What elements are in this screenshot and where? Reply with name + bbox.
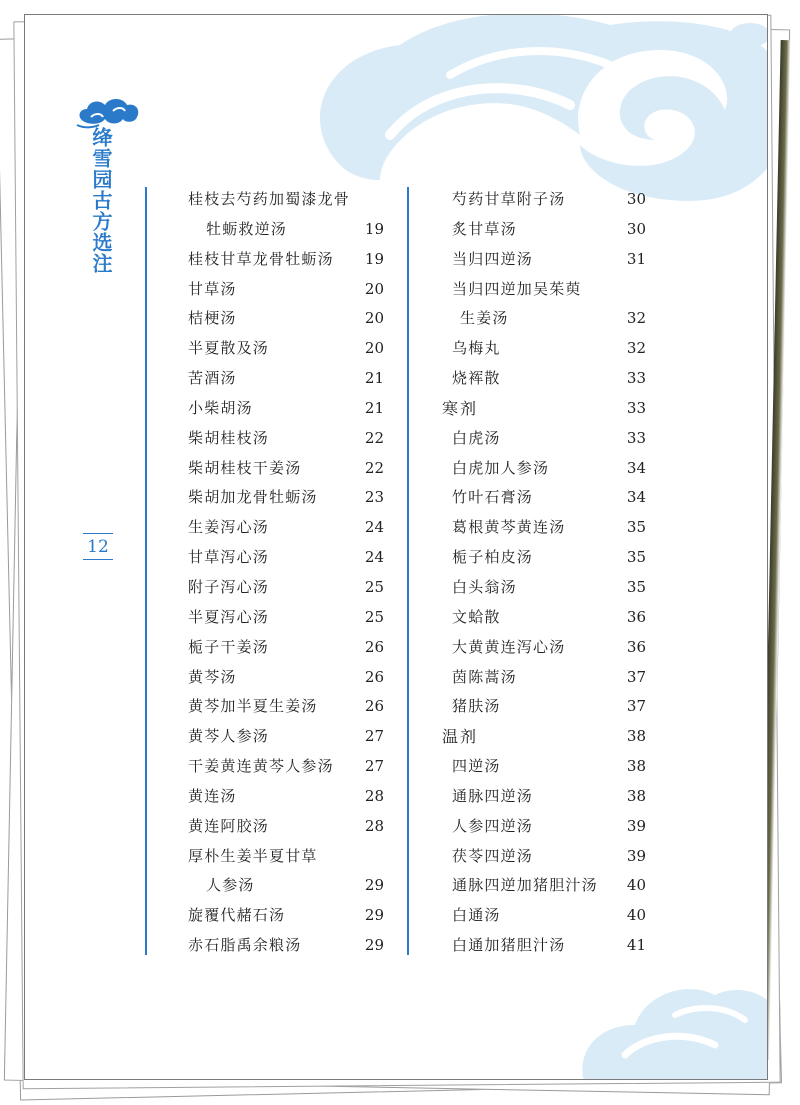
toc-entry	[188, 185, 384, 215]
toc-entry-page: 26	[364, 697, 384, 716]
toc-entry-title: 白头翁汤	[452, 577, 517, 596]
toc-entry-page: 25	[364, 607, 384, 626]
toc-entry-page: 21	[364, 369, 384, 388]
toc-entry-page: 35	[626, 577, 646, 596]
toc-entry	[188, 483, 384, 513]
toc-entry	[442, 245, 646, 275]
column-divider-right	[407, 187, 409, 955]
toc-entry-title: 甘草汤	[188, 279, 237, 298]
toc-entry-title: 人参四逆汤	[452, 816, 534, 835]
toc-entry	[188, 633, 384, 663]
toc-entry	[188, 454, 384, 484]
toc-entry	[188, 722, 384, 752]
toc-entry-title: 柴胡加龙骨牡蛎汤	[188, 488, 318, 507]
toc-entry-title: 白虎汤	[452, 428, 501, 447]
toc-entry	[442, 603, 646, 633]
toc-entry-title: 半夏散及汤	[188, 339, 270, 358]
toc-entry	[442, 782, 646, 812]
toc-entry-page: 36	[626, 637, 646, 656]
toc-entry-title: 栀子干姜汤	[188, 637, 270, 656]
toc-entry	[442, 185, 646, 215]
toc-entry-title: 竹叶石膏汤	[452, 488, 534, 507]
toc-entry	[188, 275, 384, 305]
toc-entry-title: 厚朴生姜半夏甘草	[188, 846, 318, 865]
toc-entry-page: 29	[364, 936, 384, 955]
toc-entry-title: 人参汤	[206, 876, 255, 895]
toc-column-left	[188, 185, 384, 961]
toc-entry-page: 29	[364, 906, 384, 925]
toc-entry-title: 生姜泻心汤	[188, 518, 270, 537]
toc-entry-title: 黄芩人参汤	[188, 727, 270, 746]
toc-entry-page: 33	[626, 369, 646, 388]
toc-entry	[442, 633, 646, 663]
toc-entry	[188, 812, 384, 842]
toc-entry-page: 37	[626, 697, 646, 716]
toc-entry	[442, 275, 646, 305]
toc-entry	[188, 871, 384, 901]
toc-entry	[188, 394, 384, 424]
toc-entry	[442, 513, 646, 543]
toc-entry-page: 36	[626, 607, 646, 626]
toc-entry	[442, 454, 646, 484]
toc-entry-title: 黄连阿胶汤	[188, 816, 270, 835]
toc-entry	[188, 543, 384, 573]
toc-entry-title: 当归四逆汤	[452, 249, 534, 268]
toc-entry-page: 20	[364, 279, 384, 298]
toc-entry-title: 葛根黄芩黄连汤	[452, 518, 566, 537]
toc-entry-title: 大黄黄连泻心汤	[452, 637, 566, 656]
cloud-ornament-bottom	[565, 975, 768, 1080]
toc-entry	[442, 215, 646, 245]
toc-entry	[188, 782, 384, 812]
toc-entry	[442, 871, 646, 901]
toc-entry-page: 30	[626, 219, 646, 238]
toc-entry-title: 桂枝去芍药加蜀漆龙骨	[188, 190, 351, 208]
toc-entry	[188, 334, 384, 364]
toc-entry-page: 24	[364, 518, 384, 537]
toc-entry-page: 38	[626, 786, 646, 805]
toc-entry	[442, 752, 646, 782]
toc-entry	[442, 304, 646, 334]
toc-entry-page: 34	[626, 458, 646, 477]
toc-entry	[442, 692, 646, 722]
toc-entry-page: 35	[626, 518, 646, 537]
toc-entry-page: 28	[364, 786, 384, 805]
toc-entry-page: 29	[364, 876, 384, 895]
toc-entry-title: 四逆汤	[452, 757, 501, 776]
toc-entry	[442, 364, 646, 394]
toc-entry-title: 寒剂	[442, 398, 479, 418]
toc-entry-page: 27	[364, 727, 384, 746]
toc-entry-title: 柴胡桂枝汤	[188, 428, 270, 447]
toc-entry-page: 20	[364, 339, 384, 358]
toc-entry-page: 33	[626, 428, 646, 447]
toc-entry-page: 38	[626, 757, 646, 776]
toc-column-right	[442, 185, 646, 961]
toc-entry	[188, 842, 384, 872]
toc-section-heading	[442, 722, 646, 752]
toc-entry	[188, 752, 384, 782]
toc-entry-title: 桂枝甘草龙骨牡蛎汤	[188, 249, 334, 268]
toc-entry	[188, 573, 384, 603]
toc-entry-page: 19	[364, 219, 384, 238]
toc-entry-page: 20	[364, 309, 384, 328]
toc-entry-page: 19	[364, 249, 384, 268]
toc-entry	[442, 334, 646, 364]
toc-entry-page: 22	[364, 428, 384, 447]
toc-entry-page: 30	[626, 190, 646, 208]
toc-entry-title: 通脉四逆汤	[452, 786, 534, 805]
toc-entry-page: 39	[626, 816, 646, 835]
toc-entry-title: 茵陈蒿汤	[452, 667, 517, 686]
toc-entry-title: 牡蛎救逆汤	[206, 219, 288, 238]
toc-entry	[188, 663, 384, 693]
toc-entry	[442, 812, 646, 842]
toc-entry-title: 温剂	[442, 727, 479, 747]
toc-entry	[188, 245, 384, 275]
toc-entry-page: 35	[626, 548, 646, 567]
column-divider-left	[145, 187, 147, 955]
toc-entry	[442, 573, 646, 603]
book-page	[24, 14, 768, 1080]
toc-entry-title: 炙甘草汤	[452, 219, 517, 238]
toc-entry-title: 生姜汤	[460, 309, 509, 328]
toc-entry-page: 27	[364, 757, 384, 776]
toc-entry-page: 40	[626, 906, 646, 925]
toc-entry	[442, 543, 646, 573]
toc-entry-title: 旋覆代赭石汤	[188, 906, 286, 925]
toc-entry-page: 34	[626, 488, 646, 507]
toc-entry	[442, 424, 646, 454]
toc-entry-title: 白虎加人参汤	[452, 458, 550, 477]
toc-entry-title: 半夏泻心汤	[188, 607, 270, 626]
toc-entry	[442, 901, 646, 931]
toc-entry	[442, 483, 646, 513]
toc-entry-page: 32	[626, 339, 646, 358]
book-title-vertical: 绛雪园古方选注	[89, 127, 113, 274]
toc-entry-page: 26	[364, 637, 384, 656]
toc-entry-title: 赤石脂禹余粮汤	[188, 936, 302, 955]
toc-entry-title: 乌梅丸	[452, 339, 501, 358]
toc-entry-title: 黄芩汤	[188, 667, 237, 686]
toc-entry	[442, 663, 646, 693]
toc-entry	[188, 901, 384, 931]
page-number: 12	[83, 533, 113, 560]
toc-entry-page: 38	[626, 727, 646, 746]
toc-entry-title: 干姜黄连黄芩人参汤	[188, 757, 334, 776]
toc-entry-page: 28	[364, 816, 384, 835]
toc-entry	[188, 424, 384, 454]
toc-entry-page: 25	[364, 577, 384, 596]
toc-entry-title: 芍药甘草附子汤	[452, 190, 566, 208]
toc-entry	[188, 931, 384, 961]
toc-entry-title: 栀子柏皮汤	[452, 548, 534, 567]
toc-entry-title: 烧裈散	[452, 369, 501, 388]
toc-entry	[188, 692, 384, 722]
toc-entry-page: 40	[626, 876, 646, 895]
toc-entry	[188, 513, 384, 543]
toc-entry-title: 文蛤散	[452, 607, 501, 626]
toc-entry	[442, 842, 646, 872]
toc-entry	[188, 304, 384, 334]
toc-entry-title: 白通汤	[452, 906, 501, 925]
toc-entry	[188, 215, 384, 245]
toc-entry	[188, 364, 384, 394]
toc-entry-title: 小柴胡汤	[188, 398, 253, 417]
toc-entry-page: 21	[364, 398, 384, 417]
toc-entry-page: 24	[364, 548, 384, 567]
toc-entry-title: 附子泻心汤	[188, 577, 270, 596]
toc-entry-title: 黄芩加半夏生姜汤	[188, 697, 318, 716]
toc-entry-title: 茯苓四逆汤	[452, 846, 534, 865]
toc-entry-page: 26	[364, 667, 384, 686]
toc-entry-title: 通脉四逆加猪胆汁汤	[452, 876, 598, 895]
toc-entry-page: 32	[626, 309, 646, 328]
toc-entry	[442, 931, 646, 961]
toc-entry	[188, 603, 384, 633]
toc-entry-title: 柴胡桂枝干姜汤	[188, 458, 302, 477]
toc-entry-page: 41	[626, 936, 646, 955]
cloud-ornament-top	[280, 15, 768, 205]
toc-entry-page: 31	[626, 249, 646, 268]
toc-entry-title: 甘草泻心汤	[188, 548, 270, 567]
toc-entry-title: 猪肤汤	[452, 697, 501, 716]
toc-entry-title: 桔梗汤	[188, 309, 237, 328]
toc-entry-title: 黄连汤	[188, 786, 237, 805]
toc-entry-title: 苦酒汤	[188, 369, 237, 388]
toc-entry-title: 当归四逆加吴茱萸	[452, 279, 582, 298]
toc-entry-page: 33	[626, 398, 646, 417]
toc-entry-page: 37	[626, 667, 646, 686]
toc-entry-title: 白通加猪胆汁汤	[452, 936, 566, 955]
toc-section-heading	[442, 394, 646, 424]
toc-entry-page: 22	[364, 458, 384, 477]
toc-entry-page: 39	[626, 846, 646, 865]
toc-entry-page: 23	[364, 488, 384, 507]
